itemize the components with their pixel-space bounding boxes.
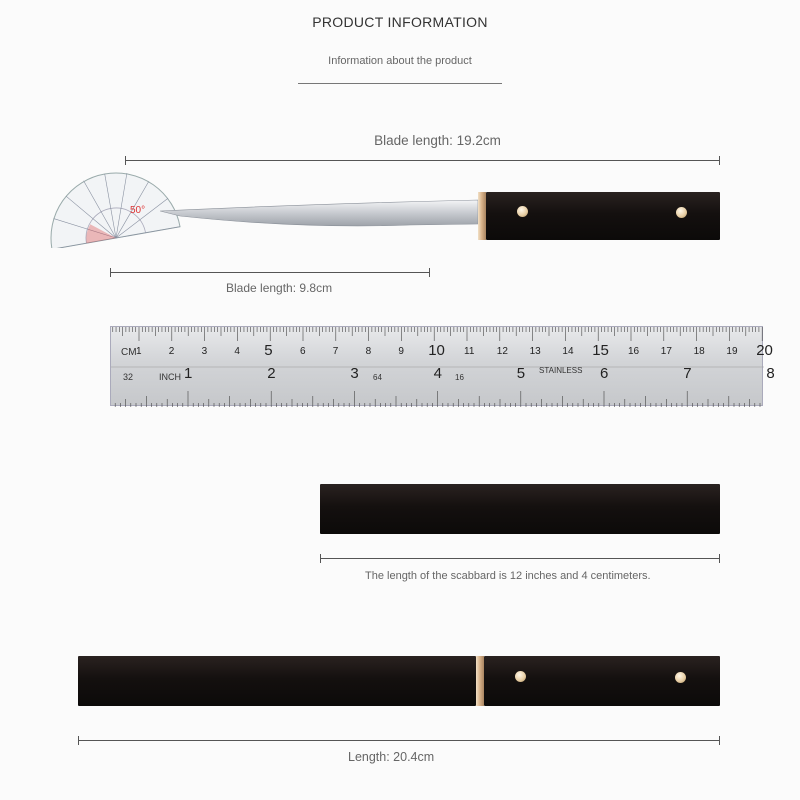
ruler-cm-number: 11 — [464, 346, 475, 357]
ruler-cm-number: 10 — [428, 342, 445, 359]
handle-rivet-icon — [515, 671, 526, 682]
ruler-inch-number: 2 — [267, 365, 276, 382]
ruler — [110, 326, 775, 406]
blade-short-length-label: Blade length: 9.8cm — [226, 281, 333, 295]
handle-rivet-icon — [676, 207, 687, 218]
ruler-cm-number: 16 — [628, 346, 640, 357]
scabbard-caption: The length of the scabbard is 12 inches and 4 centimeters. — [365, 570, 651, 582]
ruler-cm-number: 3 — [201, 346, 208, 357]
total-length-dimension-line — [78, 740, 720, 741]
ruler-cm-number: 19 — [726, 346, 738, 357]
ruler-cm-number: 6 — [300, 346, 306, 357]
ruler-cm-number: 4 — [234, 346, 240, 357]
ruler-cm-number: 15 — [592, 342, 609, 359]
total-length-label: Length: 20.4cm — [348, 750, 435, 764]
ruler-fraction-32: 32 — [123, 372, 134, 382]
handle-rivet-icon — [517, 206, 528, 217]
knife-bolster — [478, 192, 486, 240]
ruler-inch-number: 7 — [683, 365, 692, 382]
ruler-inch-number: 8 — [766, 365, 775, 382]
ruler-inch-number: 1 — [184, 365, 193, 382]
page-title: PRODUCT INFORMATION — [312, 14, 488, 30]
ruler-cm-unit: CM — [121, 347, 137, 358]
assembled-bolster — [476, 656, 484, 706]
ruler-inch-number: 6 — [600, 365, 609, 382]
ruler-fraction-64: 64 — [373, 373, 382, 382]
ruler-cm-number: 14 — [562, 346, 574, 357]
ruler-cm-number: 12 — [496, 346, 508, 357]
ruler-cm-number: 8 — [365, 346, 372, 357]
blade-length-dimension-line — [125, 160, 720, 161]
blade-length-label: Blade length: 19.2cm — [374, 133, 501, 148]
ruler-inch-number: 4 — [433, 365, 442, 382]
page-subtitle: Information about the product — [328, 55, 472, 67]
ruler-cm-number: 5 — [264, 342, 273, 359]
ruler-cm-number: 7 — [332, 346, 339, 357]
ruler-fraction-16: 16 — [455, 373, 464, 382]
ruler-cm-number: 2 — [168, 346, 175, 357]
scabbard — [320, 484, 720, 534]
ruler-cm-number: 9 — [398, 346, 404, 357]
assembled-scabbard — [78, 656, 476, 706]
ruler-cm-number: 13 — [529, 346, 541, 357]
protractor-angle-label: 50° — [130, 205, 146, 216]
blade-short-dimension-line — [110, 272, 430, 273]
ruler-cm-number: 1 — [136, 346, 142, 357]
knife-blade — [160, 196, 480, 236]
ruler-cm-number: 20 — [756, 342, 773, 359]
ruler-inch-unit: INCH — [159, 372, 181, 382]
ruler-inch-number: 3 — [350, 365, 359, 382]
ruler-inch-number: 5 — [516, 365, 526, 382]
ruler-cm-number: 17 — [660, 346, 672, 357]
ruler-cm-number: 18 — [693, 346, 705, 357]
ruler-brand: STAINLESS — [539, 366, 583, 375]
title-underline — [298, 83, 502, 84]
scabbard-dimension-line — [320, 558, 720, 559]
handle-rivet-icon — [675, 672, 686, 683]
